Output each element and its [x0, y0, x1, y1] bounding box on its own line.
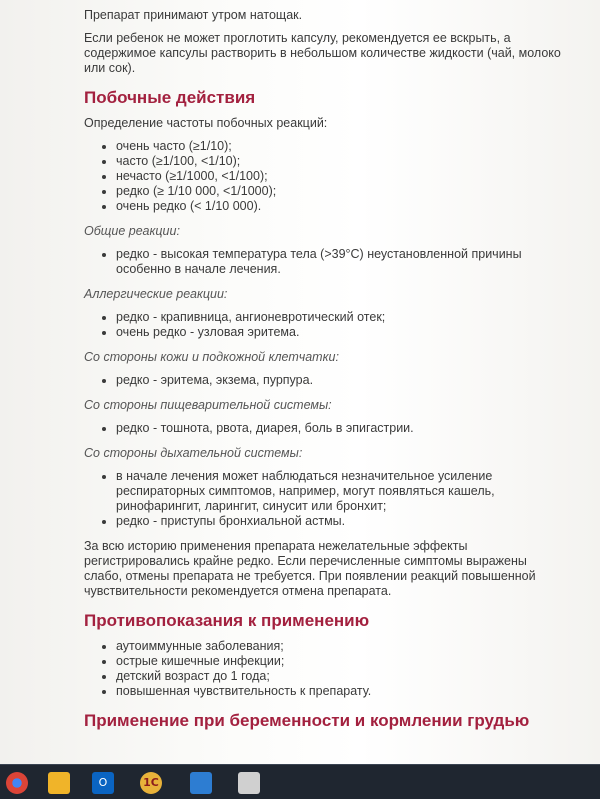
side-effects-summary: За всю историю применения препарата нежелательные эффекты регистрировались крайне редко. Если перечисленные симптомы выражены слабо, отмены препарата не требуется. При появлении реакций повышенной чувствительности рекомендуется отмена препарата. — [84, 539, 536, 598]
respiratory-reactions-label: Со стороны дыхательной системы: — [84, 446, 303, 460]
list-item: • очень редко (< 1/10 000). — [116, 199, 564, 214]
side-effects-heading: Побочные действия — [84, 88, 256, 107]
list-item: • аутоиммунные заболевания; — [116, 639, 564, 654]
list-item: • очень редко - узловая эритема. — [116, 325, 564, 340]
store-icon[interactable] — [238, 772, 260, 794]
list-item: • часто (≥1/100, <1/10); — [116, 154, 564, 169]
list-item: • острые кишечные инфекции; — [116, 654, 564, 669]
outlook-icon[interactable]: O — [92, 772, 114, 794]
contraindications-heading: Противопоказания к применению — [84, 611, 370, 630]
general-reactions-list — [84, 247, 564, 277]
list-item: • редко (≥ 1/10 000, <1/1000); — [116, 184, 564, 199]
1c-icon[interactable]: 1С — [140, 772, 162, 794]
intro-paragraph-1: Препарат принимают утром натощак. — [84, 8, 303, 22]
frequency-intro: Определение частоты побочных реакций: — [84, 116, 328, 130]
list-item: • очень часто (≥1/10); — [116, 139, 564, 154]
list-item: • редко - высокая температура тела (>39°С) неустановленной причины особенно в начале лечения. — [116, 247, 564, 277]
list-item: • детский возраст до 1 года; — [116, 669, 564, 684]
article-content — [84, 8, 564, 739]
taskbar — [0, 764, 600, 799]
chrome-icon[interactable] — [6, 772, 28, 794]
intro-paragraph-2: Если ребенок не может проглотить капсулу, рекомендуется ее вскрыть, а содержимое капсулы растворить в небольшом количестве жидкости (чай, молоко или сок). — [84, 31, 561, 75]
digestive-reactions-list — [84, 421, 564, 436]
list-item: • редко - крапивница, ангионевротический отек; — [116, 310, 564, 325]
contraindications-list — [84, 639, 564, 699]
frequency-list — [84, 139, 564, 214]
file-explorer-icon[interactable] — [48, 772, 70, 794]
digestive-reactions-label: Со стороны пищеварительной системы: — [84, 398, 332, 412]
list-item: • в начале лечения может наблюдаться незначительное усиление респираторных симптомов, например, могут появляться кашель, ринофарингит, ларингит, синусит или бронхит; — [116, 469, 564, 514]
allergic-reactions-label: Аллергические реакции: — [84, 287, 228, 301]
list-item: • редко - эритема, экзема, пурпура. — [116, 373, 564, 388]
skin-reactions-label: Со стороны кожи и подкожной клетчатки: — [84, 350, 339, 364]
skin-reactions-list — [84, 373, 564, 388]
list-item: • нечасто (≥1/1000, <1/100); — [116, 169, 564, 184]
list-item: • повышенная чувствительность к препарату. — [116, 684, 564, 699]
list-item: • редко - приступы бронхиальной астмы. — [116, 514, 564, 529]
app-icon[interactable] — [190, 772, 212, 794]
general-reactions-label: Общие реакции: — [84, 224, 180, 238]
list-item: • редко - тошнота, рвота, диарея, боль в эпигастрии. — [116, 421, 564, 436]
respiratory-reactions-list — [84, 469, 564, 529]
pregnancy-heading: Применение при беременности и кормлении грудью — [84, 711, 530, 730]
allergic-reactions-list — [84, 310, 564, 340]
